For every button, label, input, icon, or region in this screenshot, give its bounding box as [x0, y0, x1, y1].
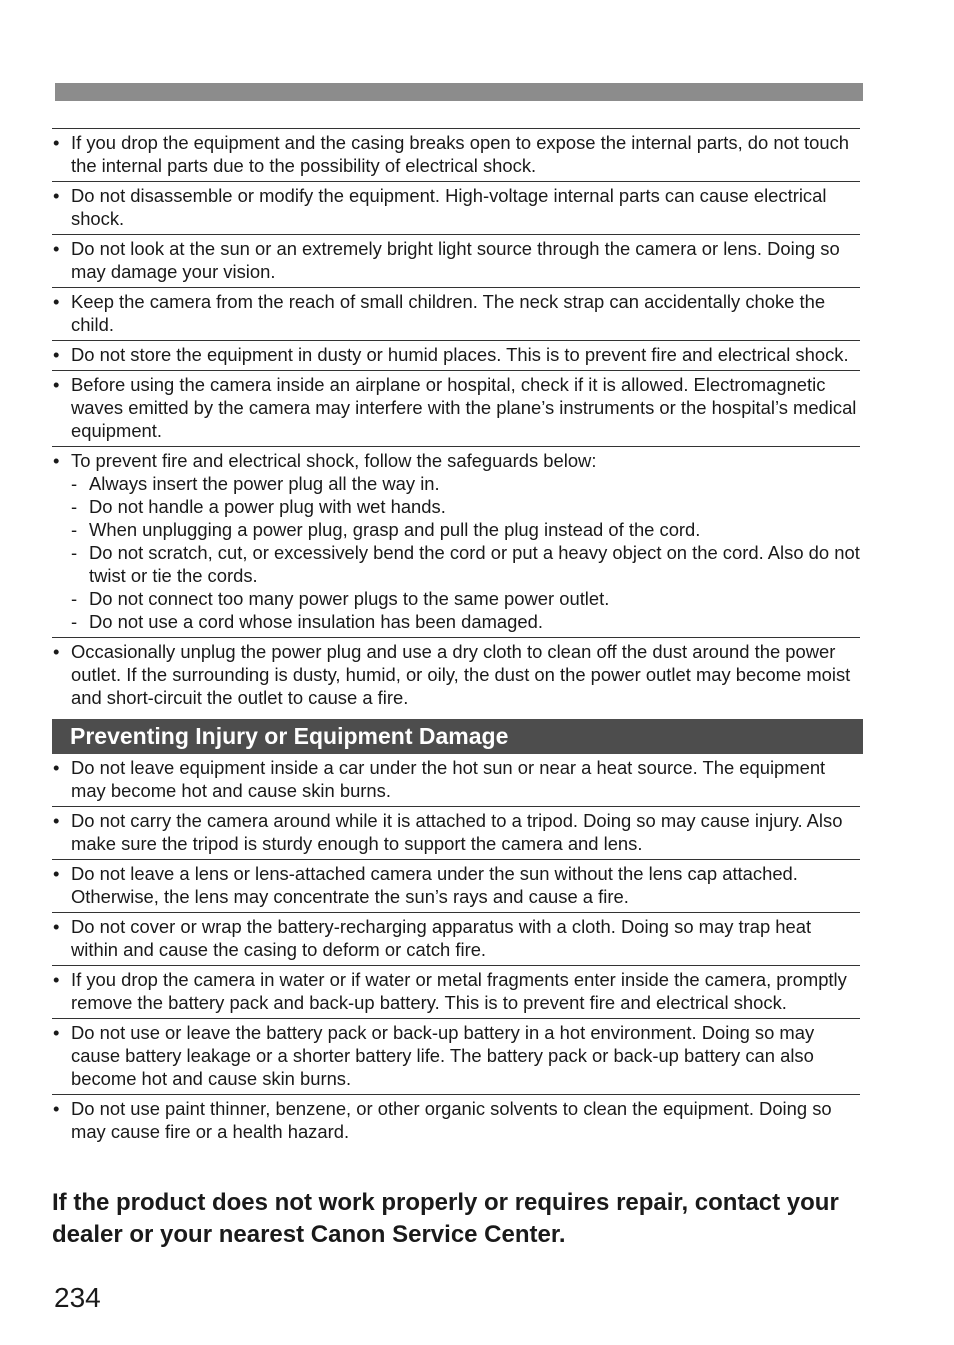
list-item	[52, 1094, 860, 1147]
item-text: Do not carry the camera around while it is attached to a tripod. Doing so may cause injury. Also make sure the tripod is sturdy enough to support the camera and lens.	[71, 810, 843, 854]
list-item	[52, 287, 860, 340]
bullet-row	[52, 373, 860, 442]
safety-content	[52, 128, 860, 1147]
bullet-row	[52, 968, 860, 1014]
section-heading: Preventing Injury or Equipment Damage	[52, 719, 863, 754]
closing-note: If the product does not work properly or requires repair, contact your dealer or your nearest Canon Service Center.	[52, 1189, 839, 1248]
bullet-icon: •	[53, 641, 60, 662]
list-item	[52, 370, 860, 446]
item-text: Do not use paint thinner, benzene, or other organic solvents to clean the equipment. Doing so may cause fire or a health hazard.	[71, 1098, 832, 1142]
list-item	[52, 128, 860, 181]
list-item	[52, 340, 860, 370]
bullet-icon: •	[53, 969, 60, 990]
item-text: Do not store the equipment in dusty or humid places. This is to prevent fire and electrical shock.	[71, 344, 849, 365]
bullet-row	[52, 131, 860, 177]
dash-icon: -	[71, 588, 78, 609]
bullet-icon: •	[53, 916, 60, 937]
caution-list	[52, 754, 860, 1147]
page-number: 234	[54, 1282, 101, 1313]
sub-item-text: Do not use a cord whose insulation has been damaged.	[89, 611, 543, 632]
bullet-icon: •	[53, 132, 60, 153]
item-text: Keep the camera from the reach of small children. The neck strap can accidentally choke the child.	[71, 291, 826, 335]
list-item	[52, 234, 860, 287]
item-text: If you drop the equipment and the casing breaks open to expose the internal parts, do not touch the internal parts due to the possibility of electrical shock.	[71, 132, 850, 176]
bullet-icon: •	[53, 374, 60, 395]
item-text: Do not cover or wrap the battery-recharging apparatus with a cloth. Doing so may trap heat within and cause the casing to deform or catch fire.	[71, 916, 812, 960]
item-text: Do not look at the sun or an extremely bright light source through the camera or lens. Doing so may damage your vision.	[71, 238, 840, 282]
sub-item	[70, 541, 860, 587]
bullet-row	[52, 1021, 860, 1090]
dash-icon: -	[71, 473, 78, 494]
header-bar	[55, 83, 863, 101]
list-item	[52, 806, 860, 859]
bullet-row	[52, 1097, 860, 1143]
list-item	[52, 1018, 860, 1094]
list-item	[52, 637, 860, 713]
bullet-icon: •	[53, 238, 60, 259]
item-text: Do not use or leave the battery pack or back-up battery in a hot environment. Doing so may cause battery leakage or a shorter battery life. The battery pack or back-up battery can also become hot and cause skin burns.	[71, 1022, 815, 1089]
list-item	[52, 965, 860, 1018]
item-text: Do not leave a lens or lens-attached camera under the sun without the lens cap attached. Otherwise, the lens may concentrate the sun’s rays and cause a fire.	[71, 863, 798, 907]
bullet-icon: •	[53, 344, 60, 365]
bullet-icon: •	[53, 450, 60, 471]
sub-item-text: Do not handle a power plug with wet hands.	[89, 496, 446, 517]
item-text: To prevent fire and electrical shock, follow the safeguards below:	[71, 450, 597, 471]
bullet-icon: •	[53, 863, 60, 884]
list-item	[52, 754, 860, 806]
item-text: Do not leave equipment inside a car under the hot sun or near a heat source. The equipment may become hot and cause skin burns.	[71, 757, 826, 801]
sub-item	[70, 587, 860, 610]
item-text: If you drop the camera in water or if water or metal fragments enter inside the camera, promptly remove the battery pack and back-up battery. This is to prevent fire and electrical shock.	[71, 969, 847, 1013]
bullet-icon: •	[53, 291, 60, 312]
dash-icon: -	[71, 611, 78, 632]
bullet-icon: •	[53, 810, 60, 831]
dash-icon: -	[71, 496, 78, 517]
sub-item	[70, 472, 860, 495]
item-text: Occasionally unplug the power plug and use a dry cloth to clean off the dust around the power outlet. If the surrounding is dusty, humid, or oily, the dust on the power outlet may become moist and short-circuit the outlet to cause a fire.	[71, 641, 851, 708]
sub-item	[70, 610, 860, 633]
bullet-row	[52, 640, 860, 709]
sub-item-text: Always insert the power plug all the way in.	[89, 473, 440, 494]
warning-list	[52, 128, 860, 713]
item-text: Before using the camera inside an airplane or hospital, check if it is allowed. Electromagnetic waves emitted by the camera may interfere with the plane’s instruments or the hospital’s medical equipment.	[71, 374, 857, 441]
item-text: Do not disassemble or modify the equipment. High-voltage internal parts can cause electrical shock.	[71, 185, 827, 229]
sub-item	[70, 518, 860, 541]
bullet-row	[52, 862, 860, 908]
list-item	[52, 859, 860, 912]
bullet-row	[52, 290, 860, 336]
bullet-icon: •	[53, 1098, 60, 1119]
dash-icon: -	[71, 542, 78, 563]
bullet-icon: •	[53, 185, 60, 206]
list-item	[52, 912, 860, 965]
bullet-row	[52, 449, 860, 472]
bullet-row	[52, 343, 860, 366]
bullet-row	[52, 756, 860, 802]
sub-item-text: When unplugging a power plug, grasp and pull the plug instead of the cord.	[89, 519, 701, 540]
bullet-row	[52, 915, 860, 961]
bullet-icon: •	[53, 757, 60, 778]
bullet-row	[52, 809, 860, 855]
list-item	[52, 446, 860, 637]
sub-item-text: Do not scratch, cut, or excessively bend the cord or put a heavy object on the cord. Also do not twist or tie the cords.	[89, 542, 860, 586]
bullet-icon: •	[53, 1022, 60, 1043]
bullet-row	[52, 237, 860, 283]
bullet-row	[52, 184, 860, 230]
sub-item	[70, 495, 860, 518]
list-item	[52, 181, 860, 234]
dash-icon: -	[71, 519, 78, 540]
sub-item-text: Do not connect too many power plugs to the same power outlet.	[89, 588, 610, 609]
